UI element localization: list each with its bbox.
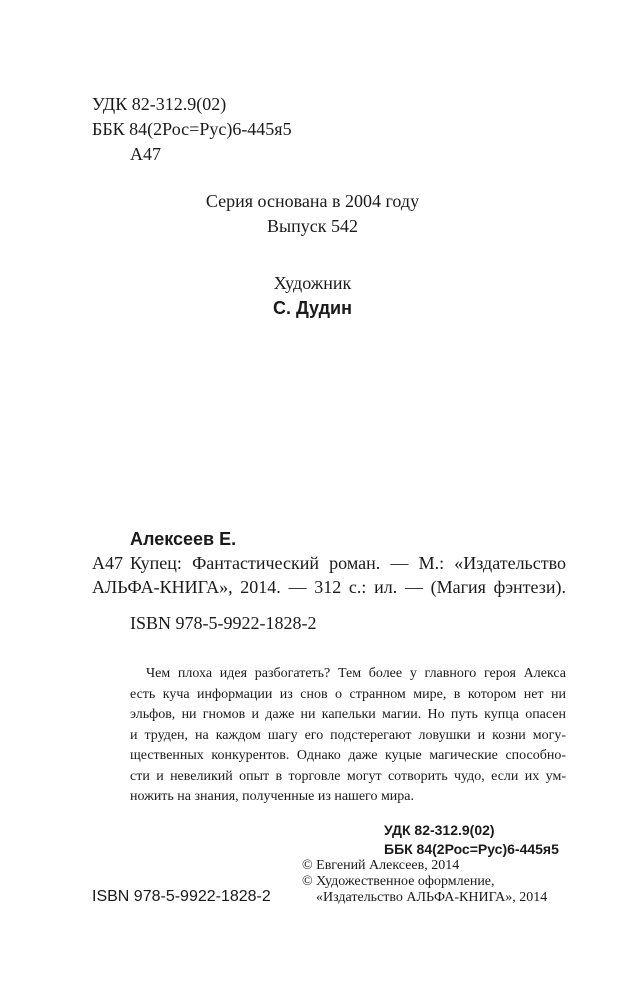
- bibliography-line-1: Купец: Фантастический роман. — М.: «Издательство: [130, 553, 566, 573]
- artist-label: Художник: [273, 273, 352, 293]
- series-founded: Серия основана в 2004 году: [205, 191, 420, 211]
- copyright-publisher: «Издательство АЛЬФА-КНИГА», 2014: [316, 890, 548, 905]
- footer-isbn: ISBN 978-5-9922-1828-2: [92, 888, 271, 905]
- bibliography-author: Алексеев Е.: [130, 529, 237, 549]
- header-udk: УДК 82-312.9(02): [92, 94, 227, 114]
- header-author-code: А47: [130, 144, 161, 164]
- classification-udk: УДК 82-312.9(02): [384, 822, 495, 838]
- annotation-line: есть куча информации из снов о странном мире, в котором нет ни: [130, 686, 566, 702]
- annotation-line: Чем плоха идея разбогатеть? Тем более у главного героя Алекса: [146, 666, 566, 681]
- series-issue: Выпуск 542: [267, 216, 358, 236]
- bibliography-line-2: АЛЬФА-КНИГА», 2014. — 312 с.: ил. — (Магия фэнтези).: [92, 577, 566, 597]
- classification-bbk: ББК 84(2Рос=Рус)6-445я5: [384, 841, 559, 857]
- annotation-line: сти и невеликий опыт в торговле могут сотворить чудо, если их ум-: [130, 768, 566, 784]
- bibliography-isbn: ISBN 978-5-9922-1828-2: [130, 613, 317, 633]
- annotation-line: и труден, на каждом шагу его подстерегают ловушки и козни могу-: [130, 727, 566, 743]
- annotation-line: щественных конкурентов. Однако даже куцые магические способно-: [130, 748, 566, 763]
- annotation-line: ножить на знания, полученные из нашего мира.: [130, 789, 415, 804]
- bibliography-code: А47: [92, 553, 123, 573]
- copyright-design: © Художественное оформление,: [302, 874, 495, 889]
- header-bbk: ББК 84(2Рос=Рус)6-445я5: [92, 119, 292, 139]
- artist-name: С. Дудин: [273, 298, 352, 318]
- annotation-line: эльфов, ни гномов и даже ни капельки магии. Но путь купца опасен: [130, 707, 566, 722]
- copyright-author: © Евгений Алексеев, 2014: [302, 858, 460, 873]
